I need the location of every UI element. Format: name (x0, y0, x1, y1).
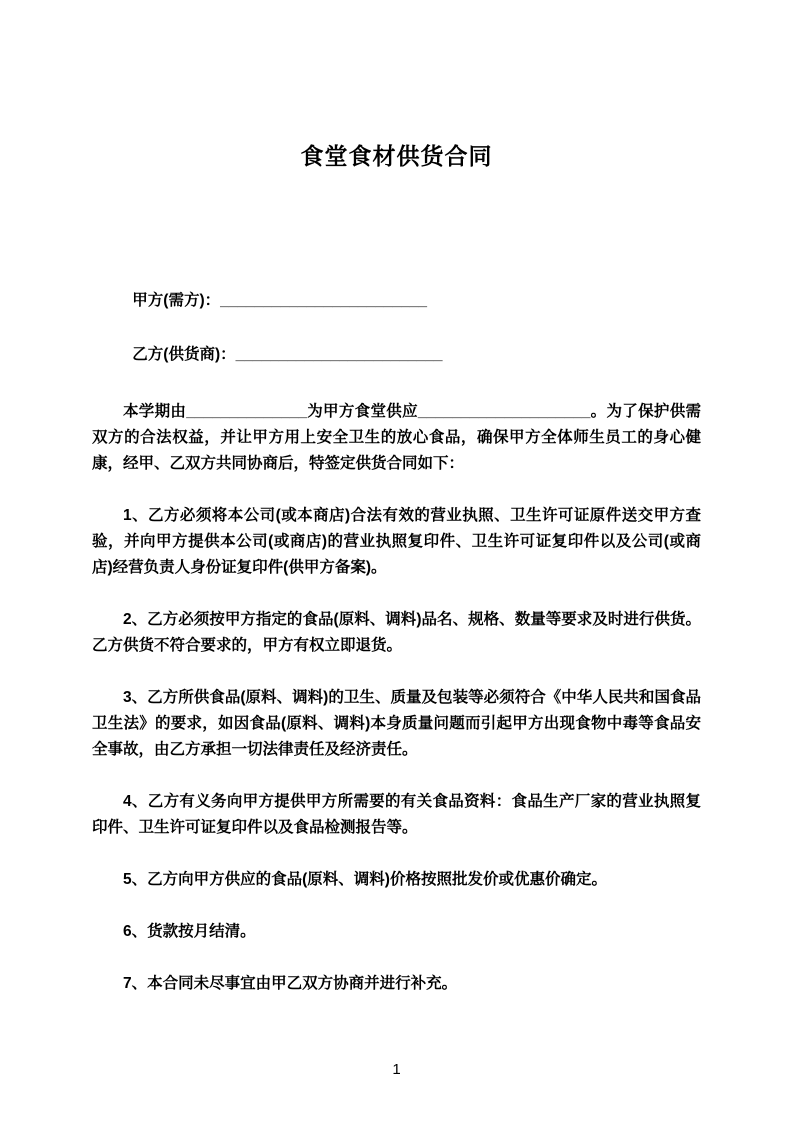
clause-3: 3、乙方所供食品(原料、调料)的卫生、质量及包装等必须符合《中华人民共和国食品卫生法》的要求，如因食品(原料、调料)本身质量问题而引起甲方出现食物中毒等食品安全事故，由乙方承担一切法律责任及经济责任。 (92, 689, 701, 758)
clause-6: 6、货款按月结清。 (123, 923, 256, 940)
clause-7: 7、本合同未尽事宜由甲乙双方协商并进行补充。 (123, 975, 458, 992)
contract-title: 食堂食材供货合同 (300, 143, 493, 169)
clause-2: 2、乙方必须按甲方指定的食品(原料、调料)品名、规格、数量等要求及时进行供货。乙方供货不符合要求的，甲方有权立即退货。 (92, 611, 701, 654)
intro-paragraph: 本学期由______________为甲方食堂供应____________________。为了保护供需双方的合法权益，并让甲方用上安全卫生的放心食品，确保甲方全体师生员工的身心健康，经甲、乙双方共同协商后，特签定供货合同如下： (92, 403, 701, 472)
party-b-line: 乙方(供货商)：________________________ (132, 346, 443, 363)
page-number: 1 (392, 1061, 401, 1078)
clause-4: 4、乙方有义务向甲方提供甲方所需要的有关食品资料：食品生产厂家的营业执照复印件、卫生许可证复印件以及食品检测报告等。 (92, 793, 701, 836)
party-a-line: 甲方(需方)：________________________ (132, 292, 428, 309)
clause-1: 1、乙方必须将本公司(或本商店)合法有效的营业执照、卫生许可证原件送交甲方查验，并向甲方提供本公司(或商店)的营业执照复印件、卫生许可证复印件以及公司(或商店)经营负责人身份证复印件(供甲方备案)。 (92, 507, 701, 576)
clause-5: 5、乙方向甲方供应的食品(原料、调料)价格按照批发价或优惠价确定。 (123, 871, 607, 888)
